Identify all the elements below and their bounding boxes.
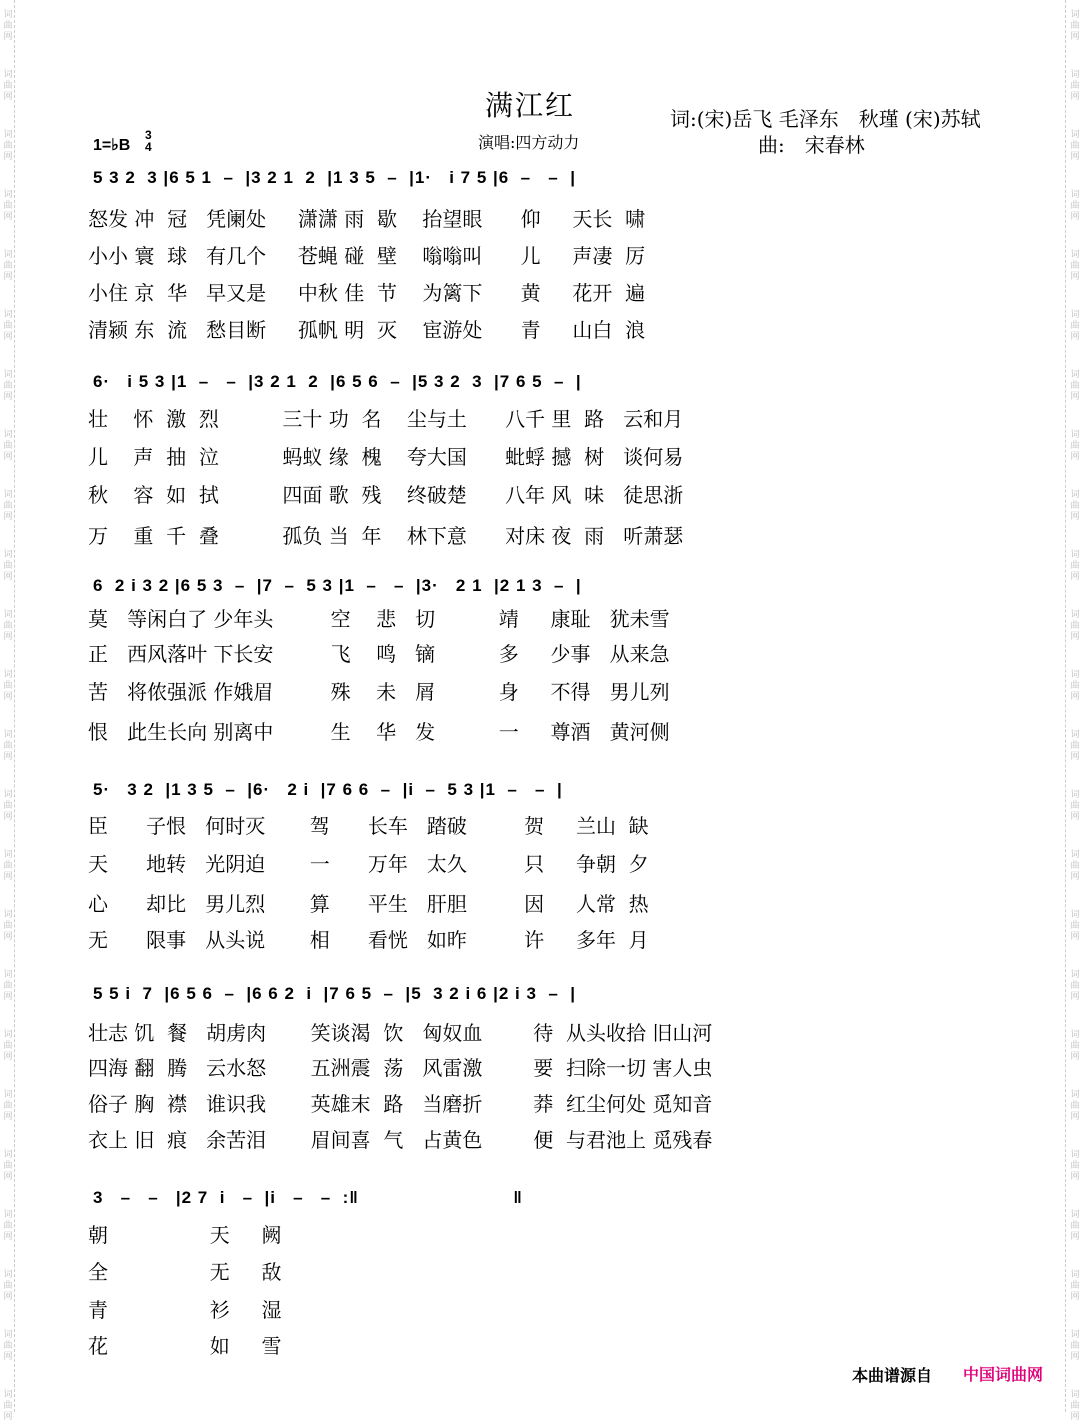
right-watermark-text: 词 曲 网 (1070, 490, 1080, 522)
lyric-row-2-1: 壮 怀 激 烈 三十 功 名 尘与土 八千 里 路 云和月 (88, 407, 684, 431)
lyricist-credits: 词:(宋)岳飞 毛泽东 秋瑾 (宋)苏轼 (670, 107, 981, 131)
left-watermark-text: 词 曲 网 (3, 190, 13, 222)
left-watermark-text: 词 曲 网 (3, 430, 13, 462)
left-watermark-text: 词 曲 网 (3, 10, 13, 42)
left-watermark-text: 词 曲 网 (3, 910, 13, 942)
notation-row-2: 6· i 5 3 |1 – – |3 2 1 2 |6 5 6 – |5 3 2 3 |7 6 5 – | (93, 372, 582, 391)
left-watermark-text: 词 曲 网 (3, 1030, 13, 1062)
performer: 演唱:四方动力 (478, 133, 580, 152)
lyric-row-4-1: 臣 子恨 何时灭 驾 长车 踏破 贺 兰山 缺 (88, 814, 649, 838)
right-watermark-text: 词 曲 网 (1070, 1210, 1080, 1242)
left-watermark-text: 词 曲 网 (3, 970, 13, 1002)
right-watermark-text: 词 曲 网 (1070, 1270, 1080, 1302)
left-watermark-text: 词 曲 网 (3, 370, 13, 402)
song-title: 满江红 (485, 89, 576, 122)
lyric-row-1-1: 怒发 冲 冠 凭阑处 潇潇 雨 歇 抬望眼 仰 天长 啸 (88, 207, 646, 231)
notation-row-1: 5 3 2 3 |6 5 1 – |3 2 1 2 |1 3 5 – |1· i 7 5 |6 – – | (93, 168, 576, 187)
right-watermark-text: 词 曲 网 (1070, 790, 1080, 822)
left-watermark-text: 词 曲 网 (3, 1210, 13, 1242)
lyric-row-2-3: 秋 容 如 拭 四面 歌 残 终破楚 八年 风 味 徒思浙 (88, 483, 684, 507)
left-watermark-text: 词 曲 网 (3, 670, 13, 702)
lyric-row-5-4: 衣上 旧 痕 余苦泪 眉间喜 气 占黄色 便 与君池上 觅残春 (88, 1128, 713, 1152)
notation-row-5: 5 5 i 7 |6 5 6 – |6 6 2 i |7 6 5 – |5 3 2 i 6 |2 i 3 – | (93, 984, 577, 1003)
lyric-row-2-4: 万 重 千 叠 孤负 当 年 林下意 对床 夜 雨 听萧瑟 (88, 524, 684, 548)
left-watermark-text: 词 曲 网 (3, 1090, 13, 1122)
lyric-row-3-1: 莫 等闲白了 少年头 空 悲 切 靖 康耻 犹未雪 (88, 607, 670, 631)
lyric-row-3-2: 正 西风落叶 下长安 飞 鸣 镝 多 少事 从来急 (88, 642, 670, 666)
left-watermark-text: 词 曲 网 (3, 310, 13, 342)
left-watermark-text: 词 曲 网 (3, 610, 13, 642)
key-label: 1=♭B (93, 137, 131, 154)
left-watermark-text: 词 曲 网 (3, 1270, 13, 1302)
footer-source-label: 本曲谱源自 (852, 1368, 933, 1385)
right-watermark-text: 词 曲 网 (1070, 190, 1080, 222)
left-watermark-text: 词 曲 网 (3, 250, 13, 282)
notation-row-3: 6 2 i 3 2 |6 5 3 – |7 – 5 3 |1 – – |3· 2 1 |2 1 3 – | (93, 576, 582, 595)
right-watermark-text: 词 曲 网 (1070, 70, 1080, 102)
left-watermark-text: 词 曲 网 (3, 1330, 13, 1362)
right-watermark-text: 词 曲 网 (1070, 610, 1080, 642)
key-signature (93, 128, 152, 155)
right-watermark-text: 词 曲 网 (1070, 1090, 1080, 1122)
left-watermark-text: 词 曲 网 (3, 850, 13, 882)
right-watermark-text: 词 曲 网 (1070, 250, 1080, 282)
lyric-row-1-3: 小住 京 华 早又是 中秋 佳 节 为篱下 黄 花开 遍 (88, 281, 646, 305)
lyric-row-5-3: 俗子 胸 襟 谁识我 英雄末 路 当磨折 莽 红尘何处 觅知音 (88, 1092, 713, 1116)
lyric-row-6-4: 花 如 雪 (88, 1334, 282, 1358)
right-watermark-text: 词 曲 网 (1070, 910, 1080, 942)
right-watermark-text: 词 曲 网 (1070, 370, 1080, 402)
right-watermark-text: 词 曲 网 (1070, 970, 1080, 1002)
right-watermark-text: 词 曲 网 (1070, 10, 1080, 42)
lyric-row-1-4: 清颍 东 流 愁目断 孤帆 明 灭 宦游处 青 山白 浪 (88, 318, 646, 342)
lyric-row-6-1: 朝 天 阙 (88, 1223, 282, 1247)
left-watermark-text: 词 曲 网 (3, 1150, 13, 1182)
lyric-row-2-2: 儿 声 抽 泣 蚂蚁 缘 槐 夸大国 蚍蜉 撼 树 谈何易 (88, 445, 684, 469)
right-watermark-text: 词 曲 网 (1070, 550, 1080, 582)
right-watermark-text: 词 曲 网 (1070, 430, 1080, 462)
left-watermark-text: 词 曲 网 (3, 490, 13, 522)
right-watermark-text: 词 曲 网 (1070, 1330, 1080, 1362)
right-watermark-text: 词 曲 网 (1070, 1150, 1080, 1182)
notation-row-4: 5· 3 2 |1 3 5 – |6· 2 i |7 6 6 – |i – 5 3 |1 – – | (93, 780, 563, 799)
right-watermark-text: 词 曲 网 (1070, 850, 1080, 882)
lyric-row-5-1: 壮志 饥 餐 胡虏肉 笑谈渴 饮 匈奴血 待 从头收拾 旧山河 (88, 1021, 713, 1045)
right-watermark-text: 词 曲 网 (1070, 1030, 1080, 1062)
right-watermark-text: 词 曲 网 (1070, 730, 1080, 762)
lyric-row-6-2: 全 无 敌 (88, 1260, 282, 1284)
right-watermark-text: 词 曲 网 (1070, 670, 1080, 702)
lyric-row-5-2: 四海 翻 腾 云水怒 五洲震 荡 风雷激 要 扫除一切 害人虫 (88, 1056, 713, 1080)
left-watermark-text: 词 曲 网 (3, 70, 13, 102)
lyric-row-3-3: 苦 将侬强派 作娥眉 殊 未 屑 身 不得 男儿列 (88, 680, 670, 704)
left-watermark-text: 词 曲 网 (3, 730, 13, 762)
left-watermark-text: 词 曲 网 (3, 1390, 13, 1422)
notation-row-6: 3 – – |2 7 i – |i – – :‖ ‖ (93, 1188, 523, 1207)
right-watermark-text: 词 曲 网 (1070, 310, 1080, 342)
left-watermark-text: 词 曲 网 (3, 130, 13, 162)
footer-site-link[interactable]: 中国词曲网 (963, 1367, 1044, 1384)
lyric-row-4-3: 心 却比 男儿烈 算 平生 肝胆 因 人常 热 (88, 892, 649, 916)
right-watermark-text: 词 曲 网 (1070, 130, 1080, 162)
time-signature: 3 4 (145, 128, 152, 154)
lyric-row-4-4: 无 限事 从头说 相 看恍 如昨 许 多年 月 (88, 928, 649, 952)
lyric-row-6-3: 青 衫 湿 (88, 1298, 282, 1322)
lyric-row-1-2: 小小 寰 球 有几个 苍蝇 碰 壁 嗡嗡叫 儿 声凄 厉 (88, 244, 646, 268)
lyric-row-3-4: 恨 此生长向 别离中 生 华 发 一 尊酒 黄河侧 (88, 720, 670, 744)
composer: 曲: 宋春林 (758, 133, 865, 157)
lyric-row-4-2: 天 地转 光阴迫 一 万年 太久 只 争朝 夕 (88, 852, 649, 876)
right-watermark-text: 词 曲 网 (1070, 1390, 1080, 1422)
left-watermark-text: 词 曲 网 (3, 790, 13, 822)
left-watermark-text: 词 曲 网 (3, 550, 13, 582)
